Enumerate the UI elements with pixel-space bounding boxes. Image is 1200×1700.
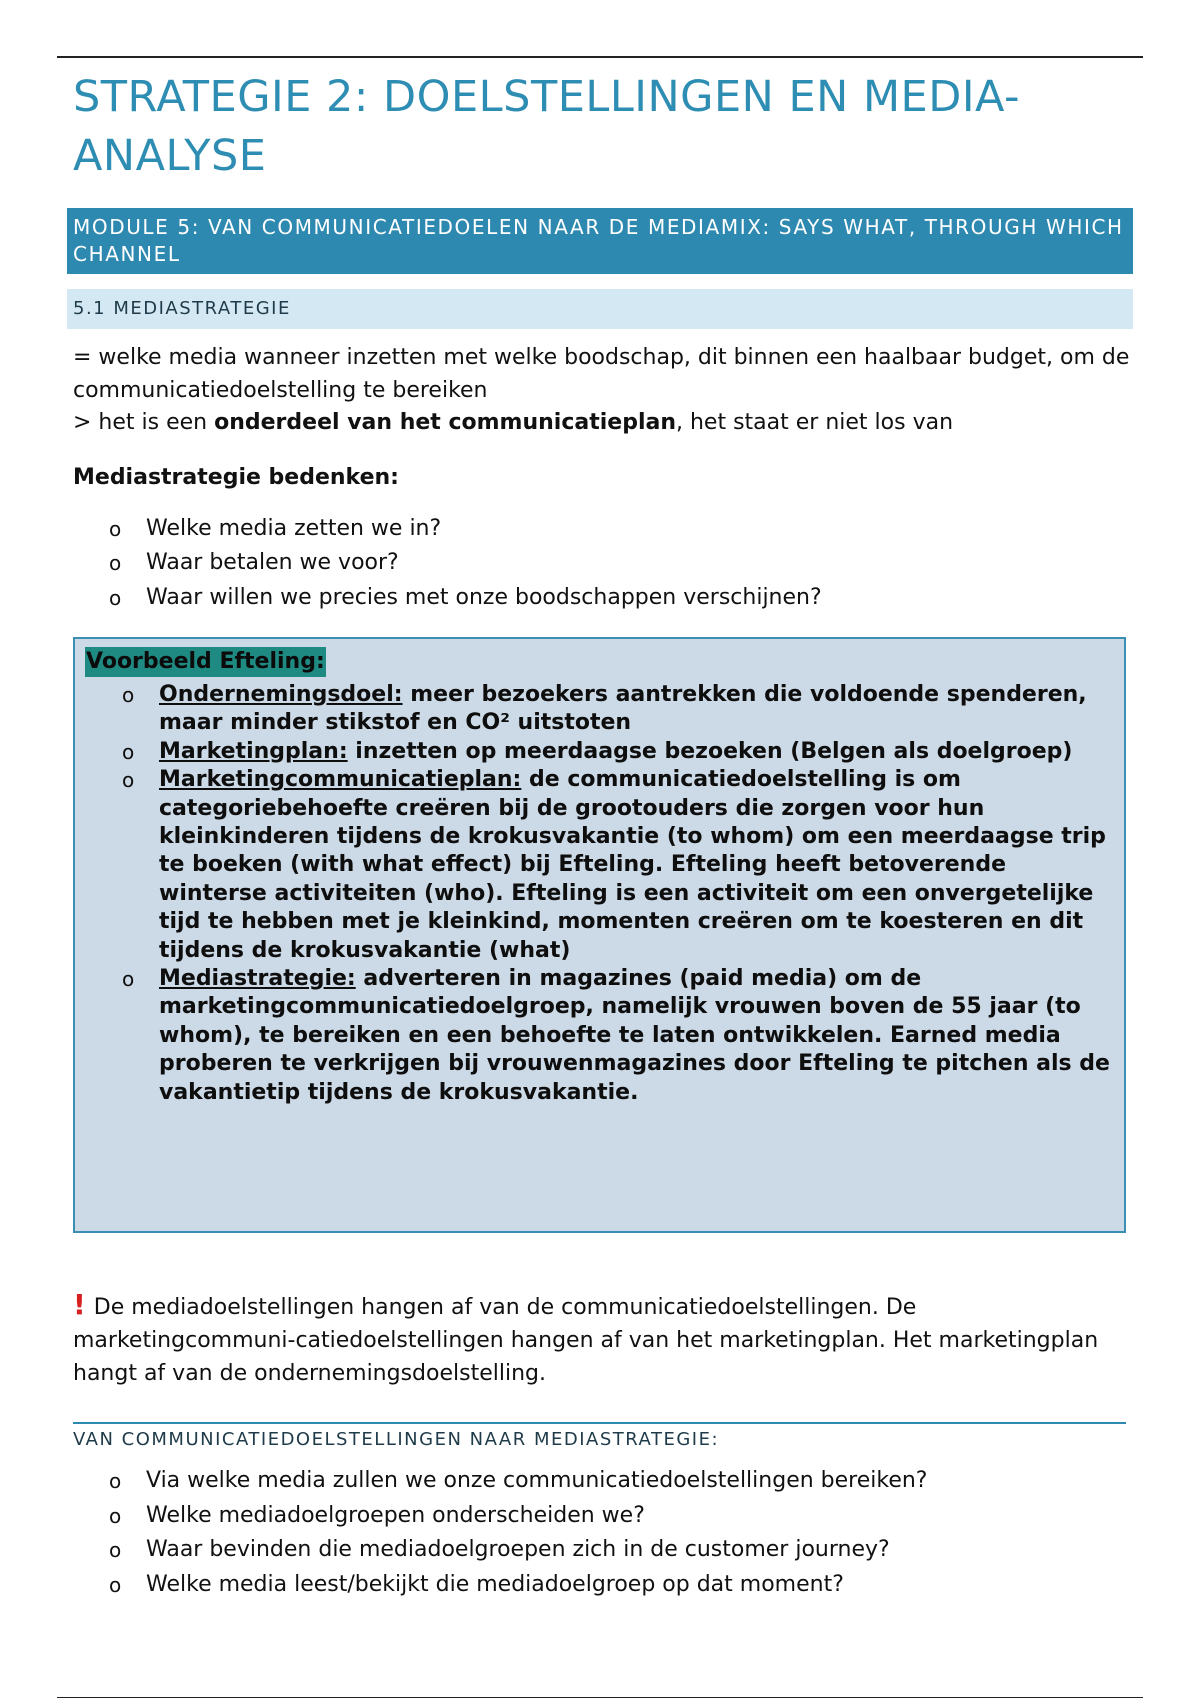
bullet-icon: o: [109, 1538, 122, 1562]
list-item-text: Welke media leest/bekijkt die mediadoelgroep op dat moment?: [146, 1571, 844, 1597]
list-item-text: Welke mediadoelgroepen onderscheiden we?: [146, 1502, 645, 1528]
list-item: [73, 546, 1133, 581]
list-item-text: Welke media zetten we in?: [146, 515, 442, 541]
list-item-text: Waar willen we precies met onze boodschappen verschijnen?: [146, 584, 822, 610]
list-item: [73, 1464, 1133, 1499]
bullet-icon: o: [109, 516, 122, 541]
example-item: [85, 766, 1114, 965]
bullet-icon: o: [109, 1572, 122, 1597]
bullet-icon: o: [109, 585, 122, 610]
bullet-icon: o: [122, 739, 135, 764]
definition-note-suffix: , het staat er niet los van: [676, 410, 954, 435]
bedenken-list: [73, 512, 1133, 616]
example-term: Marketingcommunicatieplan:: [159, 767, 522, 793]
exclamation-icon: !: [73, 1288, 86, 1321]
example-list: [85, 681, 1114, 1107]
example-item: [85, 738, 1114, 766]
bedenken-heading: Mediastrategie bedenken:: [73, 464, 399, 490]
example-heading: Voorbeeld Efteling:: [85, 647, 326, 677]
bullet-icon: o: [109, 1503, 122, 1528]
example-term: Ondernemingsdoel:: [159, 682, 403, 707]
list-item-text: Via welke media zullen we onze communicatiedoelstellingen bereiken?: [146, 1468, 928, 1493]
example-text: de communicatiedoelstelling is om categoriebehoefte creëren bij de grootouders die zorgen voor hun kleinkinderen tijdens de krokusvakantie (to whom) om een meerdaagse trip te boeken (with what effect) bij Efteling. Efteling heeft betoverende winterse activiteiten (who). Efteling is een activiteit om een onvergetelijke tijd te hebben met je kleinkind, momenten creëren om te koesteren en dit tijdens de krokusvakantie (what): [159, 767, 1106, 963]
sub-heading: VAN COMMUNICATIEDOELSTELLINGEN NAAR MEDIASTRATEGIE:: [73, 1422, 1126, 1452]
important-note-text: De mediadoelstellingen hangen af van de communicatiedoelstellingen. De marketingcommuni-catiedoelstellingen hangen af van het marketingplan. Het marketingplan hangt af van de ondernemingsdoelstelling.: [73, 1295, 1099, 1386]
example-box: [73, 637, 1126, 1233]
list-item: [73, 581, 1133, 616]
list-item: [73, 512, 1133, 547]
questions-list: [73, 1464, 1133, 1602]
definition-note-prefix: > het is een: [73, 410, 215, 435]
list-item-text: Waar betalen we voor?: [146, 550, 399, 575]
document-body: [73, 68, 1133, 1602]
definition-line: = welke media wanneer inzetten met welke boodschap, dit binnen een haalbaar budget, om de communicatiedoelstelling te bereiken: [73, 345, 1130, 403]
bullet-icon: o: [109, 1469, 122, 1493]
bullet-icon: o: [122, 683, 135, 707]
bullet-icon: o: [122, 768, 135, 793]
example-term: Mediastrategie:: [159, 966, 356, 992]
definition: [73, 342, 1133, 440]
module-heading: MODULE 5: VAN COMMUNICATIEDOELEN NAAR DE MEDIAMIX: SAYS WHAT, THROUGH WHICH CHANNEL: [67, 208, 1133, 274]
example-item: [85, 965, 1114, 1107]
section-heading: 5.1 MEDIASTRATEGIE: [67, 289, 1133, 329]
example-text: adverteren in magazines (paid media) om de marketingcommunicatiedoelgroep, namelijk vrouwen boven de 55 jaar (to whom), te bereiken en een behoefte te laten ontwikkelen. Earned media proberen te verkrijgen bij vrouwenmagazines door Efteling te pitchen als de vakantietip tijdens de krokusvakantie.: [159, 966, 1110, 1105]
page-title: STRATEGIE 2: DOELSTELLINGEN EN MEDIA-ANALYSE: [73, 72, 1021, 181]
important-note: [73, 1288, 1133, 1390]
example-term: Marketingplan:: [159, 738, 348, 764]
example-item: [85, 681, 1114, 738]
bottom-rule: [57, 1697, 1143, 1698]
example-text: meer bezoekers aantrekken die voldoende spenderen, maar minder stikstof en CO² uitstoten: [159, 682, 1087, 736]
bullet-icon: o: [122, 967, 135, 992]
definition-note-bold: onderdeel van het communicatieplan: [214, 410, 676, 435]
list-item: [73, 1533, 1133, 1568]
definition-note: [73, 407, 1133, 440]
list-item: [73, 1499, 1133, 1534]
example-text: inzetten op meerdaagse bezoeken (Belgen als doelgroep): [347, 738, 1073, 764]
top-rule: [57, 56, 1143, 58]
list-item: [73, 1568, 1133, 1603]
bullet-icon: o: [109, 551, 122, 575]
list-item-text: Waar bevinden die mediadoelgroepen zich in de customer journey?: [146, 1537, 890, 1562]
